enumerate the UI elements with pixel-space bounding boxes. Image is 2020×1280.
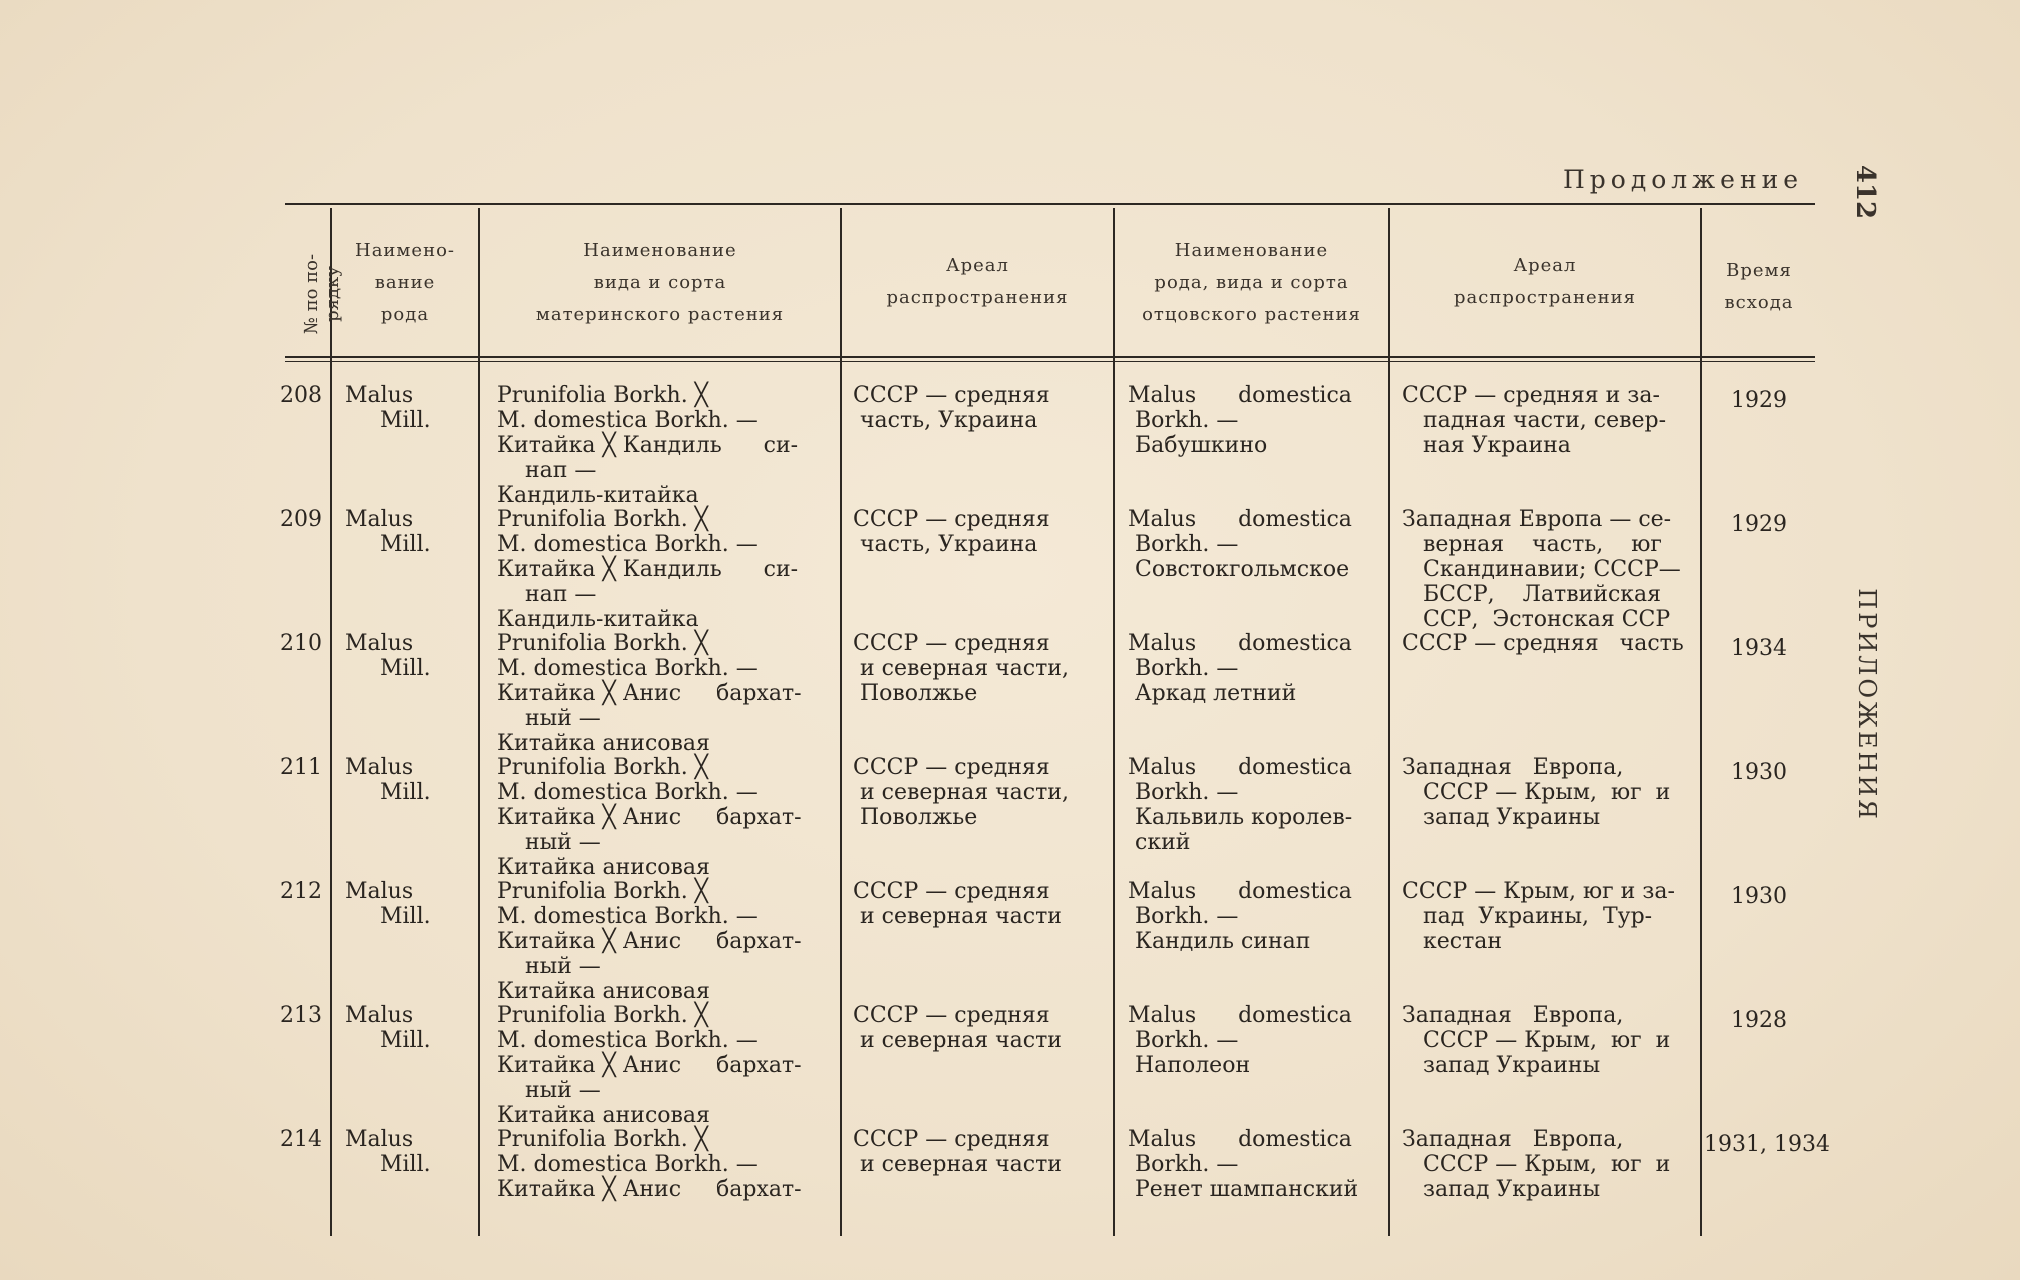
time-cell: 1929 (1731, 388, 1787, 413)
genus-cell: Malus Mill. (345, 507, 431, 557)
maternal-area-cell: СССР — средняя и северная части, Поволжье (853, 755, 1069, 830)
header-time: Время всхода (1724, 260, 1794, 313)
maternal-area-cell: СССР — средняя часть, Украина (853, 383, 1050, 433)
genus-cell: Malus Mill. (345, 1003, 431, 1053)
maternal-cell: Prunifolia Borkh. ╳ M. domestica Borkh. — Китайка ╳ Анис бархат- ный — Китайка анисовая (497, 755, 802, 880)
genus-cell: Malus Mill. (345, 879, 431, 929)
time-cell: 1931, 1934 (1704, 1132, 1830, 1157)
genus-cell: Malus Mill. (345, 755, 431, 805)
maternal-area-cell: СССР — средняя и северная части, Поволжье (853, 631, 1069, 706)
paternal-area-cell: СССР — Крым, юг и за- пад Украины, Тур- кестан (1402, 879, 1675, 954)
column-divider (1113, 208, 1115, 1236)
row-number: 214 (280, 1127, 322, 1152)
row-number: 210 (280, 631, 322, 656)
maternal-area-cell: СССР — средняя и северная части (853, 1003, 1062, 1053)
header-maternal-area: Ареал распространения (886, 255, 1069, 308)
paternal-cell: Malus domestica Borkh. — Наполеон (1128, 1003, 1352, 1078)
header-bottom-rule (285, 356, 1815, 358)
time-cell: 1929 (1731, 512, 1787, 537)
table-top-rule (285, 203, 1815, 205)
row-number: 212 (280, 879, 322, 904)
maternal-cell: Prunifolia Borkh. ╳ M. domestica Borkh. — Китайка ╳ Анис бархат- (497, 1127, 802, 1202)
maternal-cell: Prunifolia Borkh. ╳ M. domestica Borkh. — Китайка ╳ Анис бархат- ный — Китайка анисовая (497, 1003, 802, 1128)
maternal-cell: Prunifolia Borkh. ╳ M. domestica Borkh. — Китайка ╳ Кандиль си- нап — Кандиль-китайка (497, 383, 799, 508)
continuation-label: Продолжение (1563, 165, 1804, 194)
column-divider (840, 208, 842, 1236)
paternal-area-cell: СССР — средняя и за- падная части, север- ная Украина (1402, 383, 1667, 458)
side-caption: ПРИЛОЖЕНИЯ (1853, 588, 1881, 822)
header-paternal-area: Ареал распространения (1454, 255, 1636, 308)
maternal-area-cell: СССР — средняя и северная части (853, 1127, 1062, 1177)
paternal-area-cell: Западная Европа, СССР — Крым, юг и запад Украины (1402, 755, 1671, 830)
paternal-area-cell: СССР — средняя часть (1402, 631, 1684, 656)
maternal-cell: Prunifolia Borkh. ╳ M. domestica Borkh. — Китайка ╳ Анис бархат- ный — Китайка анисовая (497, 631, 802, 756)
paternal-cell: Malus domestica Borkh. — Совстокгольмское (1128, 507, 1352, 582)
genus-cell: Malus Mill. (345, 1127, 431, 1177)
paternal-cell: Malus domestica Borkh. — Ренет шампанский (1128, 1127, 1359, 1202)
time-cell: 1934 (1731, 636, 1787, 661)
column-divider (330, 208, 332, 1236)
paternal-cell: Malus domestica Borkh. — Кандиль синап (1128, 879, 1352, 954)
paternal-cell: Malus domestica Borkh. — Кальвиль королев- ский (1128, 755, 1353, 855)
paternal-cell: Malus domestica Borkh. — Аркад летний (1128, 631, 1352, 706)
maternal-cell: Prunifolia Borkh. ╳ M. domestica Borkh. — Китайка ╳ Анис бархат- ный — Китайка анисовая (497, 879, 802, 1004)
paternal-area-cell: Западная Европа — се- верная часть, юг Скандинавии; СССР— БССР, Латвийская ССР, Эстонская ССР (1402, 507, 1681, 632)
column-divider (1388, 208, 1390, 1236)
time-cell: 1928 (1731, 1008, 1787, 1033)
genus-cell: Malus Mill. (345, 383, 431, 433)
maternal-area-cell: СССР — средняя часть, Украина (853, 507, 1050, 557)
column-divider (478, 208, 480, 1236)
header-genus: Наимено- вание рода (355, 240, 455, 325)
page-number: 412 (1850, 164, 1880, 220)
row-number: 211 (280, 755, 322, 780)
paternal-area-cell: Западная Европа, СССР — Крым, юг и запад Украины (1402, 1127, 1671, 1202)
header-maternal: Наименование вида и сорта материнского растения (535, 240, 785, 325)
column-divider (1700, 208, 1702, 1236)
paternal-area-cell: Западная Европа, СССР — Крым, юг и запад Украины (1402, 1003, 1671, 1078)
genus-cell: Malus Mill. (345, 631, 431, 681)
paternal-cell: Malus domestica Borkh. — Бабушкино (1128, 383, 1352, 458)
time-cell: 1930 (1731, 760, 1787, 785)
row-number: 209 (280, 507, 322, 532)
row-number: 213 (280, 1003, 322, 1028)
maternal-area-cell: СССР — средняя и северная части (853, 879, 1062, 929)
time-cell: 1930 (1731, 884, 1787, 909)
header-row-number: № по по- рядку (301, 253, 343, 335)
header-paternal: Наименование рода, вида и сорта отцовского растения (1142, 240, 1361, 325)
header-bottom-rule-2 (285, 361, 1815, 362)
maternal-cell: Prunifolia Borkh. ╳ M. domestica Borkh. — Китайка ╳ Кандиль си- нап — Кандиль-китайка (497, 507, 799, 632)
row-number: 208 (280, 383, 322, 408)
